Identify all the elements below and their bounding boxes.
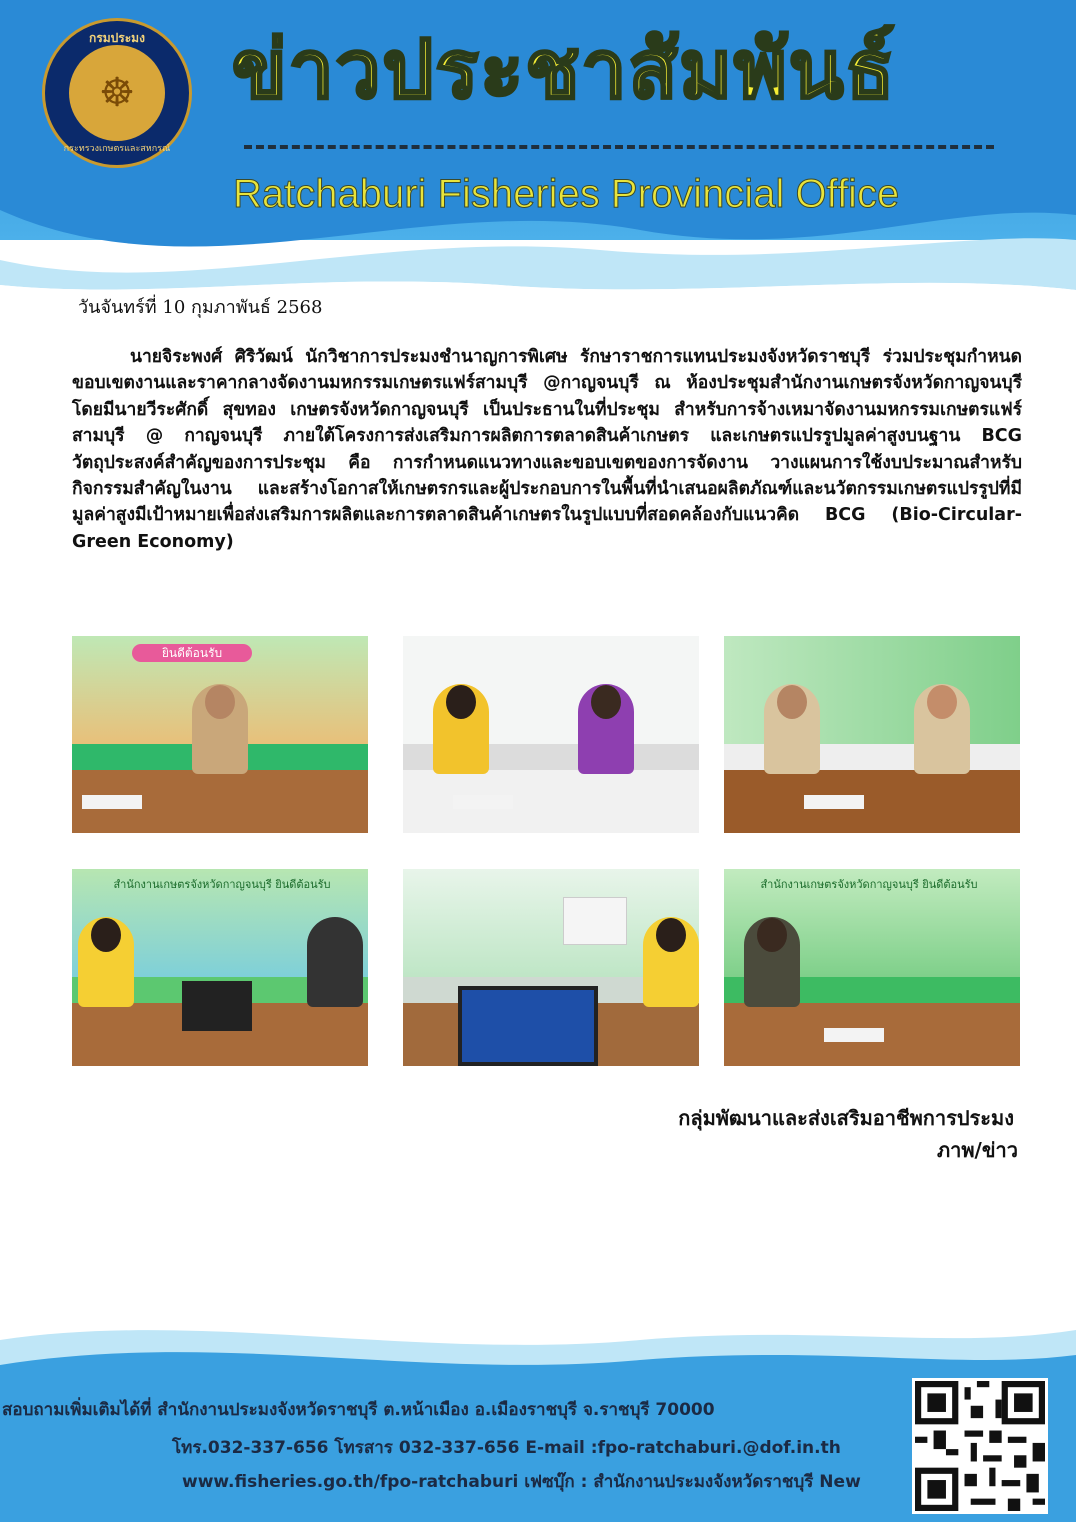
meeting-photo-5	[403, 869, 699, 1066]
footer-contact: โทร.032-337-656 โทรสาร 032-337-656 E-mail :fpo-ratchaburi.@dof.in.th	[172, 1438, 841, 1458]
emblem-icon: ☸	[69, 45, 165, 141]
meeting-photo-3	[724, 636, 1020, 833]
meeting-photo-2	[403, 636, 699, 833]
credit-group: กลุ่มพัฒนาและส่งเสริมอาชีพการประมง	[678, 1106, 1014, 1130]
title-divider	[244, 145, 994, 149]
footer-website[interactable]: www.fisheries.go.th/fpo-ratchaburi เฟซบุ๊ก : สำนักงานประมงจังหวัดราชบุรี New	[182, 1472, 861, 1492]
department-logo	[42, 18, 192, 168]
news-body: นายจิระพงศ์ ศิริวัฒน์ นักวิชาการประมงชำนาญการพิเศษ รักษาราชการแทนประมงจังหวัดราชบุรี ร่วมประชุมกำหนดขอบเขตงานและราคากลางจัดงานมหกรรมเกษตรแฟร์สามบุรี @กาญจนบุรี ณ ห้องประชุมสำนักงานเกษตรจังหวัดกาญจนบุรี โดยมีนายวีระศักดิ์ สุขทอง เกษตรจังหวัดกาญจนบุรี เป็นประธานในที่ประชุม สำหรับการจ้างเหมาจัดงานมหกรรมเกษตรแฟร์ สามบุรี @ กาญจนบุรี ภายใต้โครงการส่งเสริมการผลิตการตลาดสินค้าเกษตร และเกษตรแปรรูปมูลค่าสูงบนฐาน BCG วัตถุประสงค์สำคัญของการประชุม คือ การกำหนดแนวทางและขอบเขตของการจัดงาน วางแผนการใช้งบประมาณสำหรับกิจกรรมสำคัญในงาน และสร้างโอกาสให้เกษตรกรและผู้ประกอบการในพื้นที่นำเสนอผลิตภัณฑ์และนวัตกรรมเกษตรแปรรูปที่มีมูลค่าสูงมีเป้าหมายเพื่อส่งเสริมการผลิตและการตลาดสินค้าเกษตรในรูปแบบที่สอดคล้องกับแนวคิด BCG (Bio-Circular-Green Economy)	[72, 347, 1022, 552]
meeting-photo-1	[72, 636, 368, 833]
logo-top-text: กรมประมง	[89, 31, 145, 45]
news-date: วันจันทร์ที่ 10 กุมภาพันธ์ 2568	[78, 297, 323, 318]
header-banner	[0, 0, 1076, 300]
photo-banner: สำนักงานเกษตรจังหวัดกาญจนบุรี ยินดีต้อนรับ	[113, 878, 331, 891]
meeting-photo-6	[724, 869, 1020, 1066]
credit-role: ภาพ/ข่าว	[936, 1138, 1018, 1162]
photo-banner: สำนักงานเกษตรจังหวัดกาญจนบุรี ยินดีต้อนรับ	[760, 878, 978, 891]
meeting-photo-4	[72, 869, 368, 1066]
qr-code-icon[interactable]	[912, 1378, 1048, 1514]
footer-address: สอบถามเพิ่มเติมได้ที่ สำนักงานประมงจังหวัดราชบุรี ต.หน้าเมือง อ.เมืองราชบุรี จ.ราชบุรี 70000	[2, 1400, 715, 1420]
page-title: ข่าวประชาสัมพันธ์	[232, 23, 897, 116]
office-name: Ratchaburi Fisheries Provincial Office	[233, 172, 900, 216]
logo-bottom-text: กระทรวงเกษตรและสหกรณ์	[63, 144, 171, 154]
photo-banner: ยินดีต้อนรับ	[132, 644, 252, 662]
